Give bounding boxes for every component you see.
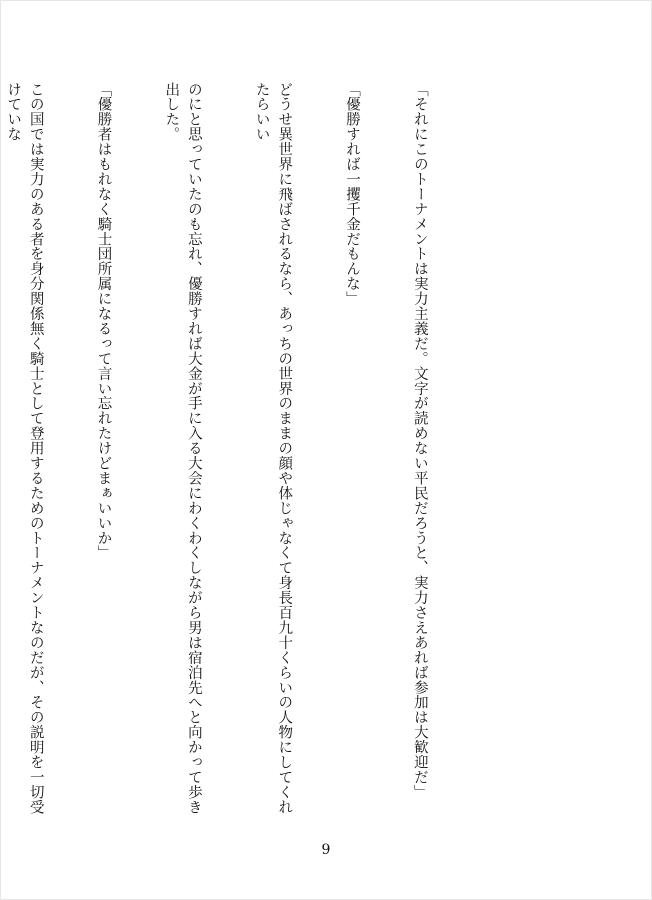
- vertical-text-body: [5, 82, 476, 824]
- text-line: 「それにこのトーナメントは実力主義だ。文字が読めない平民だろうと、実力さえあれば参加は大歓迎だ」: [411, 82, 428, 800]
- page-number: 9: [321, 842, 331, 858]
- text-line: のにと思っていたのも忘れ、優勝すれば大金が手に入る大会にわくわくしながら男は宿泊先へと向かって歩き出した。: [163, 82, 202, 815]
- text-line: どうせ異世界に飛ばされるなら、あっちの世界のままの顔や体じゃなくて身長百九十くらいの人物にしてくれたらいい: [253, 82, 293, 815]
- text-line: 「優勝者はもれなく騎士団所属になるって言い忘れたけどまぁいいか」: [95, 82, 112, 561]
- text-line: 「優勝すれば一攫千金だもんな」: [344, 82, 361, 307]
- text-line: この国では実力のある者を身分関係無く騎士として登用するためのトーナメントなのだが、その説明を一切受けていな: [5, 82, 44, 815]
